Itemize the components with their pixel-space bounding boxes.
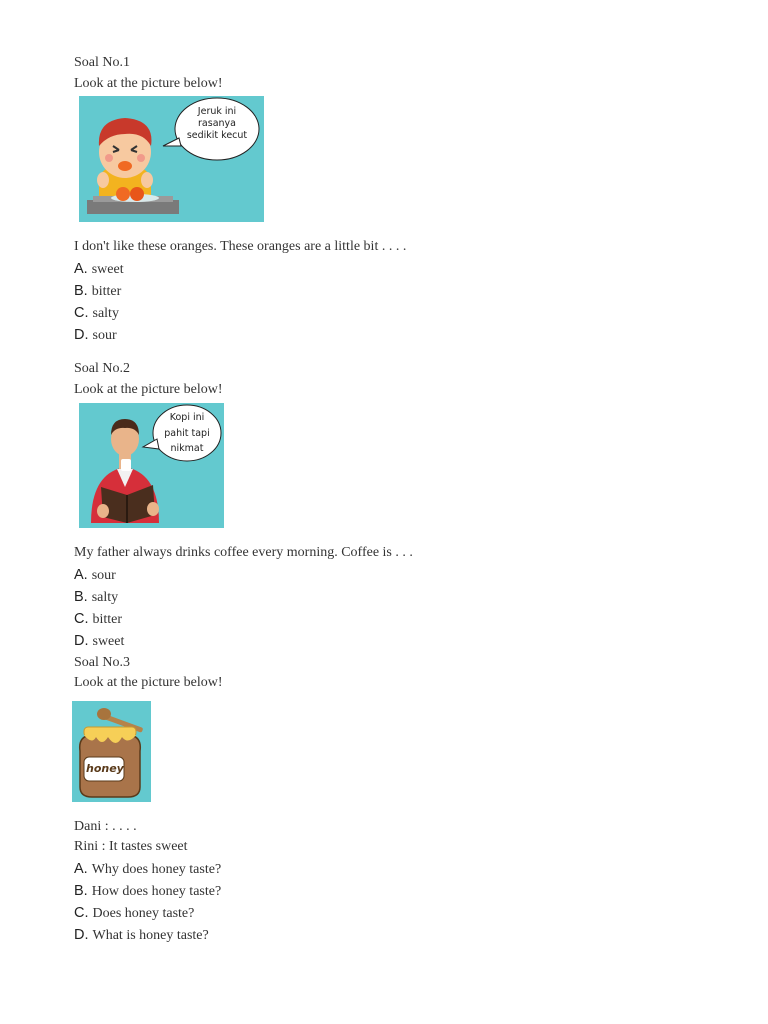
q3-option-d[interactable]	[74, 926, 209, 945]
option-letter: A.	[74, 567, 88, 583]
q3-option-b[interactable]	[74, 882, 221, 901]
option-letter: B.	[74, 283, 88, 299]
option-text: How does honey taste?	[91, 884, 222, 899]
option-letter: D.	[74, 327, 89, 343]
option-letter: C.	[74, 305, 89, 321]
q2-question: My father always drinks coffee every morning. Coffee is . . .	[74, 545, 413, 560]
option-text: bitter	[91, 284, 122, 299]
q1-option-d[interactable]	[74, 326, 117, 345]
option-letter: D.	[74, 633, 89, 649]
jar-label: honey	[86, 762, 124, 775]
option-text: salty	[92, 306, 119, 321]
option-letter: C.	[74, 611, 89, 627]
option-text: salty	[91, 590, 119, 605]
q1-title: Soal No.1	[74, 55, 130, 70]
q2-option-a[interactable]	[74, 566, 116, 585]
option-text: What is honey taste?	[92, 928, 209, 943]
q1-option-a[interactable]	[74, 260, 124, 279]
option-text: sour	[92, 328, 117, 343]
q1-option-c[interactable]	[74, 304, 119, 323]
option-letter: A.	[74, 861, 88, 877]
option-letter: B.	[74, 589, 88, 605]
q2-bubble-text: Kopi ini pahit tapi nikmat	[164, 412, 210, 454]
q2-picture	[79, 403, 224, 528]
q2-option-b[interactable]	[74, 588, 118, 607]
q1-instruction: Look at the picture below!	[74, 76, 223, 91]
option-letter: A.	[74, 261, 88, 277]
option-letter: B.	[74, 883, 88, 899]
honey-jar-illustration	[72, 701, 151, 802]
option-text: bitter	[92, 612, 123, 627]
q3-dialog-rini: Rini : It tastes sweet	[74, 839, 188, 854]
q2-option-d[interactable]	[74, 632, 124, 651]
q1-picture	[79, 96, 264, 222]
q3-title: Soal No.3	[74, 655, 130, 670]
option-text: sweet	[91, 262, 124, 277]
option-text: Why does honey taste?	[91, 862, 222, 877]
q2-title: Soal No.2	[74, 361, 130, 376]
option-letter: C.	[74, 905, 89, 921]
option-text: Does honey taste?	[92, 906, 195, 921]
q3-picture	[72, 701, 151, 802]
option-text: sour	[91, 568, 116, 583]
q1-option-b[interactable]	[74, 282, 121, 301]
q1-bubble-text: Jeruk ini rasanya sedikit kecut	[186, 106, 248, 141]
q2-option-c[interactable]	[74, 610, 122, 629]
option-text: sweet	[92, 634, 125, 649]
q3-instruction: Look at the picture below!	[74, 675, 223, 690]
q1-question: I don't like these oranges. These oranges are a little bit . . . .	[74, 239, 407, 254]
q3-dialog-dani: Dani : . . . .	[74, 819, 137, 834]
q2-instruction: Look at the picture below!	[74, 382, 223, 397]
q3-option-a[interactable]	[74, 860, 221, 879]
option-letter: D.	[74, 927, 89, 943]
q3-option-c[interactable]	[74, 904, 194, 923]
